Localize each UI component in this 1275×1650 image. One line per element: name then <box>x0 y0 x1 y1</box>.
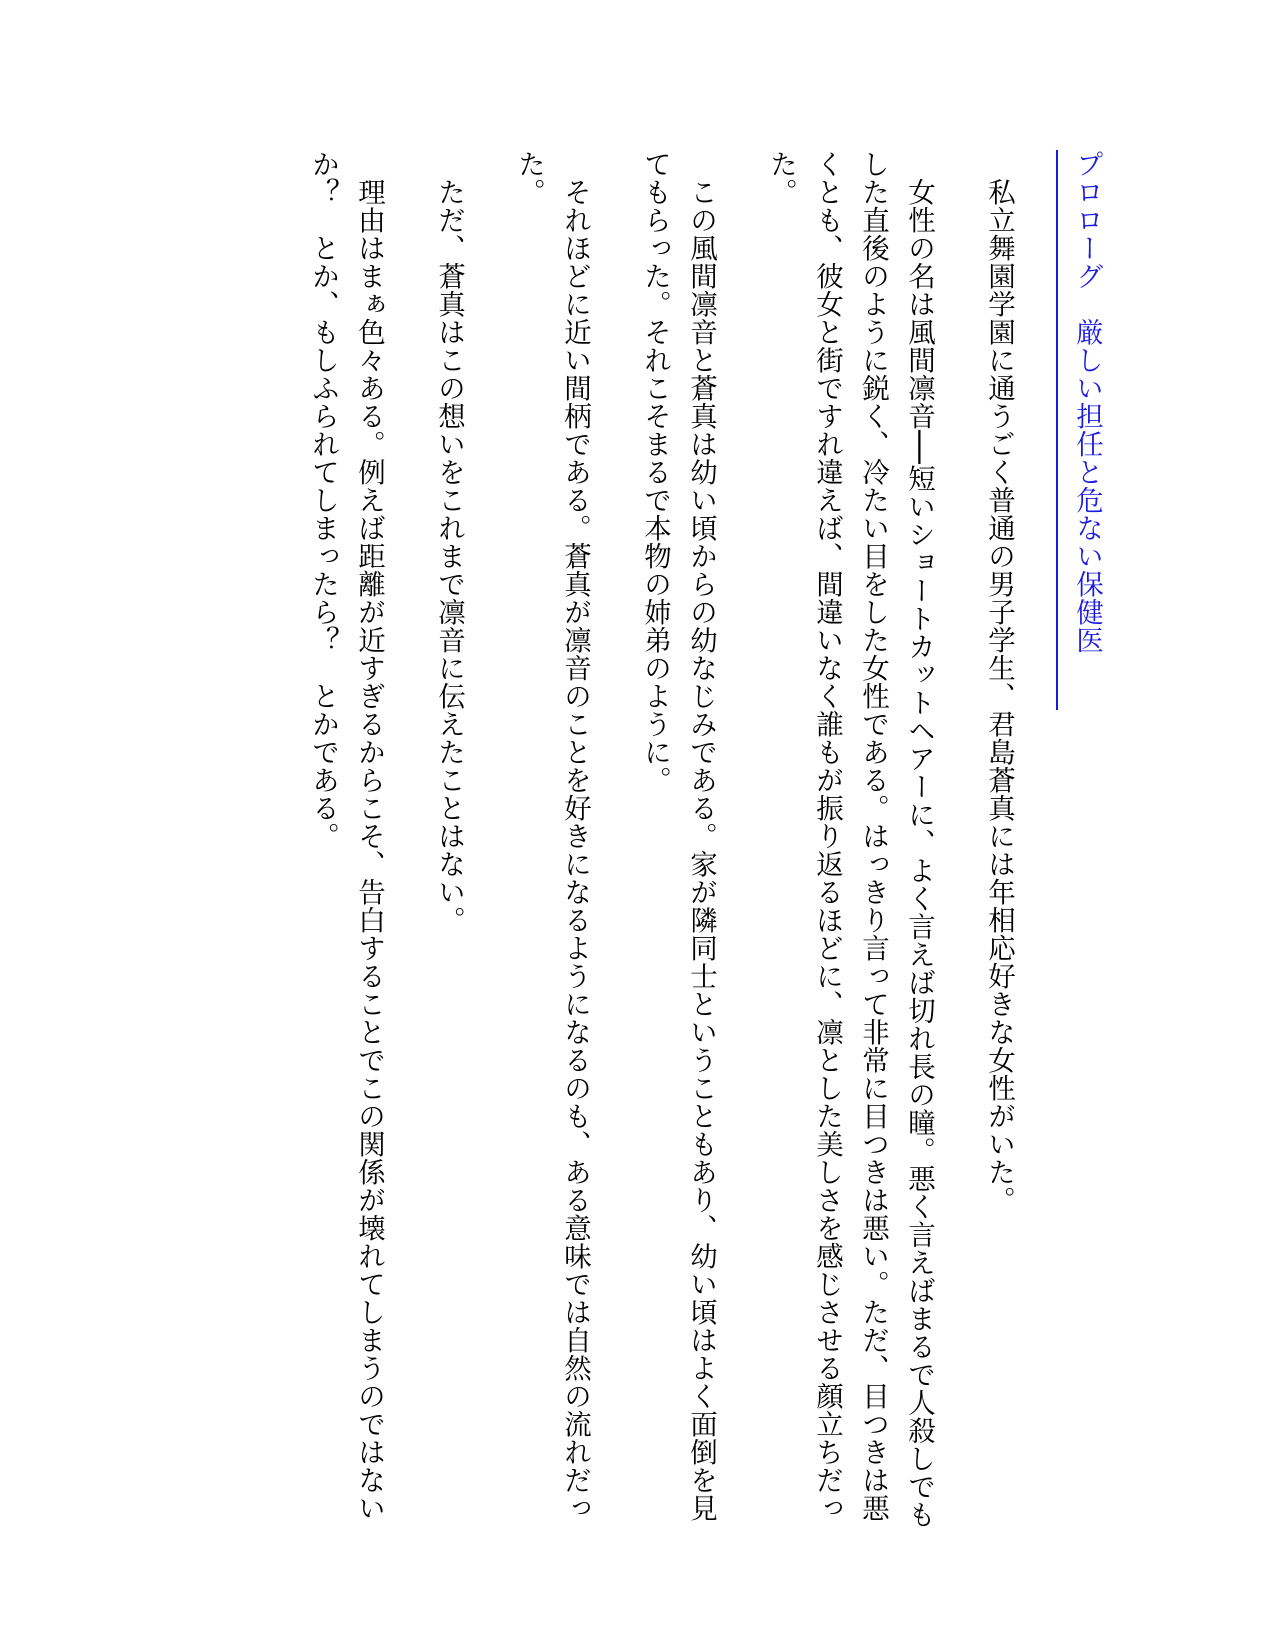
paragraph: ただ、蒼真はこの想いをこれまで凛音に伝えたことはない。 <box>433 177 465 934</box>
vertical-text-body <box>190 150 1110 1530</box>
paragraph: 理由はまぁ色々ある。例えば距離が近すぎるからこそ、告白することでこの関係が壊れてしまうのではないか？ とか、もしふられてしまったら？ とかである。 <box>307 150 385 1522</box>
paragraph: それほどに近い間柄である。蒼真が凛音のことを好きになるようになるのも、ある意味では自然の流れだった。 <box>513 150 591 1522</box>
chapter-title: プロローグ 厳しい担任と危ない保健医 <box>1056 150 1110 710</box>
paragraph: この風間凛音と蒼真は幼い頃からの幼なじみである。家が隣同士ということもあり、幼い頃はよく面倒を見てもらった。それこそまるで本物の姉弟のように。 <box>639 150 717 1522</box>
paragraph: 女性の名は風間凛音──短いショートカットヘアーに、よく言えば切れ長の瞳。悪く言えばまるで人殺しでもした直後のように鋭く、冷たい目をした女性である。はっきり言って非常に目つきは悪い。ただ、目つきは悪くとも、彼女と街ですれ違えば、間違いなく誰もが振り返るほどに、凛とした美しさを感じさせる顔立ちだった。 <box>765 150 935 1528</box>
paragraph: 私立舞園学園に通うごく普通の男子学生、君島蒼真には年相応好きな女性がいた。 <box>983 177 1015 1214</box>
